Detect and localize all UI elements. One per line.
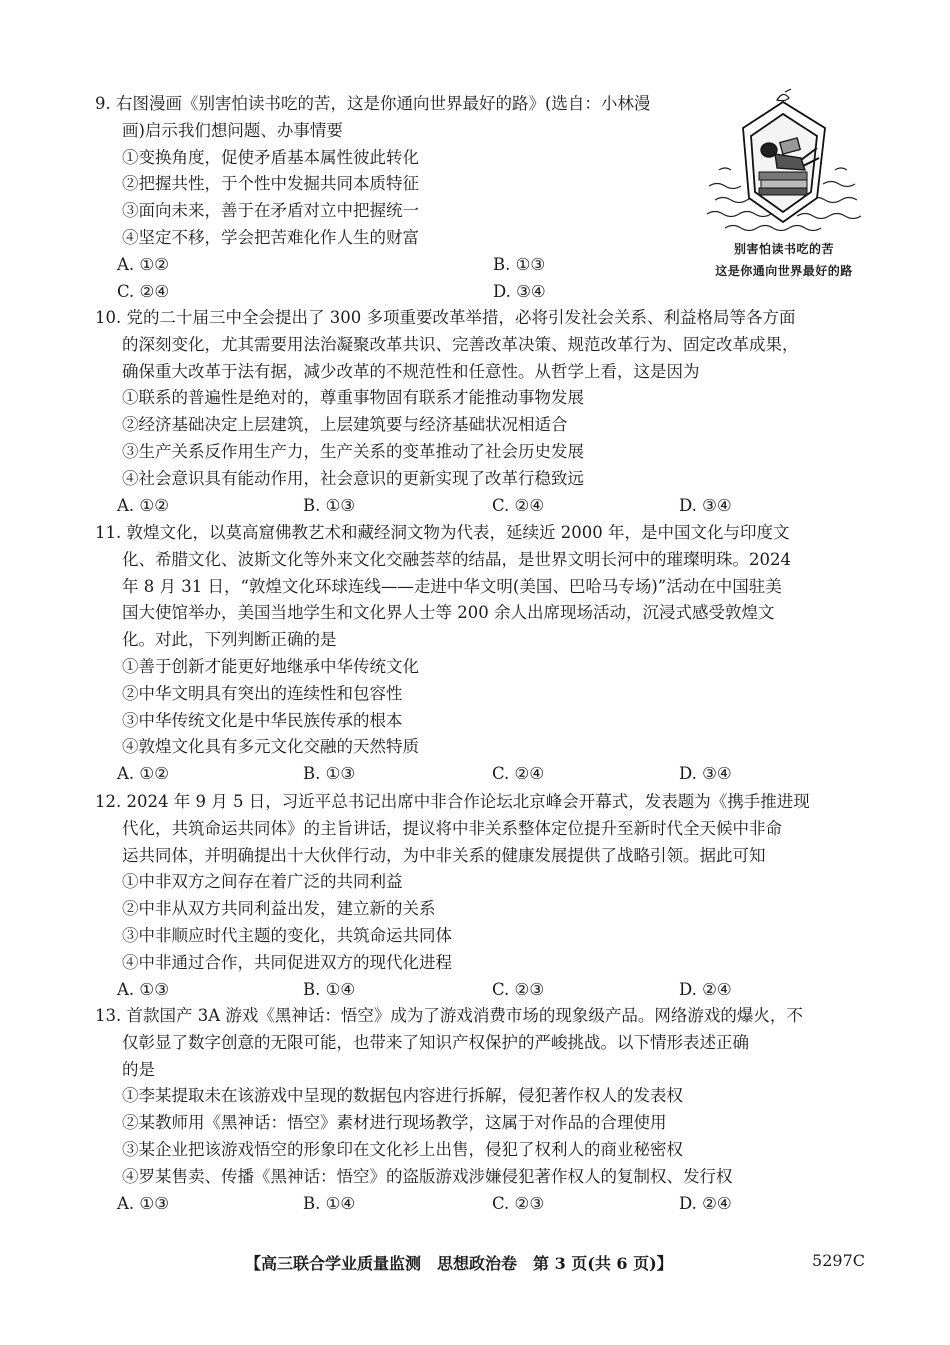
q10-option-2: ②经济基础决定上层建筑，上层建筑要与经济基础状况相适合 xyxy=(122,415,568,435)
q9-choice-c: C. ②④ xyxy=(117,281,170,301)
q10-option-3: ③生产关系反作用生产力，生产关系的变革推动了社会历史发展 xyxy=(122,441,584,461)
q12-choice-a: A. ①③ xyxy=(117,979,169,999)
q11-choices-row xyxy=(95,761,865,788)
q13-stem-line-3: 的是 xyxy=(122,1059,155,1079)
q12-option-3: ③中非顺应时代主题的变化，共筑命运共同体 xyxy=(122,925,452,945)
q11-stem-line-5: 化。对此，下列判断正确的是 xyxy=(122,630,337,650)
footer-paper-code: 5297C xyxy=(812,1251,865,1270)
q12-option-4: ④中非通过合作，共同促进双方的现代化进程 xyxy=(122,952,452,972)
q11-choice-a: A. ①② xyxy=(117,764,169,784)
q11-stem-line-2: 化、希腊文化、波斯文化等外来文化交融荟萃的结晶，是世界文明长河中的璀璨明珠。2024 xyxy=(122,549,791,569)
q10-option-1: ①联系的普遍性是绝对的，尊重事物固有联系才能推动事物发展 xyxy=(122,388,584,408)
cartoon-caption-line-1: 别害怕读书吃的苦 xyxy=(733,242,834,256)
q13-choice-d: D. ②④ xyxy=(679,1193,732,1213)
boat-cartoon-image xyxy=(705,88,863,238)
books-drawing xyxy=(759,172,807,195)
bird-drawing xyxy=(777,89,791,101)
question-12 xyxy=(95,789,865,1003)
question-9 xyxy=(95,91,715,305)
q12-stem-line-2: 代化，共筑命运共同体》的主旨讲话，提议将中非关系整体定位提升至新时代全天候中非命 xyxy=(122,818,782,838)
q13-choices-row xyxy=(95,1191,865,1218)
q9-option-4: ④坚定不移，学会把苦难化作人生的财富 xyxy=(122,227,419,247)
q12-choice-b: B. ①④ xyxy=(303,979,356,999)
q13-choice-c: C. ②③ xyxy=(492,1193,545,1213)
q13-choice-a: A. ①③ xyxy=(117,1193,169,1213)
q9-choice-b: B. ①③ xyxy=(493,254,546,274)
q13-stem-line-2: 仅彰显了数字创意的无限可能，也带来了知识产权保护的严峻挑战。以下情形表述正确 xyxy=(122,1032,749,1052)
q9-choices-row-2 xyxy=(95,279,715,306)
q9-option-2: ②把握共性，于个性中发掘共同本质特征 xyxy=(122,174,419,194)
q9-choices-row-1 xyxy=(95,252,715,279)
q9-option-1: ①变换角度，促使矛盾基本属性彼此转化 xyxy=(122,147,419,167)
q11-option-2: ②中华文明具有突出的连续性和包容性 xyxy=(122,683,403,703)
page-footer xyxy=(95,1251,865,1277)
q11-choice-d: D. ③④ xyxy=(679,764,732,784)
q11-option-1: ①善于创新才能更好地继承中华传统文化 xyxy=(122,656,419,676)
q10-choice-c: C. ②④ xyxy=(492,495,545,515)
q9-choice-a: A. ①② xyxy=(117,254,169,274)
q10-stem-line-3: 确保重大改革于法有据，减少改革的不规范性和任意性。从哲学上看，这是因为 xyxy=(122,361,700,381)
q10-choices-row xyxy=(95,493,865,520)
q11-stem-line-3: 年 8 月 31 日，“敦煌文化环球连线——走进中华文明(美国、巴哈马专场)”活动在中国驻美 xyxy=(122,576,782,596)
q11-option-3: ③中华传统文化是中华民族传承的根本 xyxy=(122,710,403,730)
question-13 xyxy=(95,1003,865,1217)
q13-option-2: ②某教师用《黑神话：悟空》素材进行现场教学，这属于对作品的合理使用 xyxy=(122,1113,667,1133)
question-10 xyxy=(95,305,865,519)
q9-option-3: ③面向未来，善于在矛盾对立中把握统一 xyxy=(122,201,419,221)
cartoon-caption-line-2: 这是你通向世界最好的路 xyxy=(715,264,853,278)
q13-option-1: ①李某提取未在该游戏中呈现的数据包内容进行拆解，侵犯著作权人的发表权 xyxy=(122,1086,683,1106)
q11-choice-c: C. ②④ xyxy=(492,764,545,784)
q10-stem-line-1: 10. 党的二十届三中全会提出了 300 多项重要改革举措，必将引发社会关系、利益格局等各方面 xyxy=(95,308,796,327)
q13-stem-line-1: 13. 首款国产 3A 游戏《黑神话：悟空》成为了游戏消费市场的现象级产品。网络游戏的爆火，不 xyxy=(95,1006,803,1025)
footer-exam-info: 【高三联合学业质量监测 思想政治卷 第 3 页(共 6 页)】 xyxy=(245,1254,673,1273)
q10-stem-line-2: 的深刻变化，尤其需要用法治凝聚改革共识、完善改革决策、规范改革行为、固定改革成果， xyxy=(122,334,799,354)
cartoon-illustration xyxy=(705,88,863,280)
q11-choice-b: B. ①③ xyxy=(303,764,356,784)
q13-option-3: ③某企业把该游戏悟空的形象印在文化衫上出售，侵犯了权利人的商业秘密权 xyxy=(122,1139,683,1159)
question-11 xyxy=(95,520,865,788)
q12-option-2: ②中非从双方共同利益出发，建立新的关系 xyxy=(122,899,436,919)
q12-choices-row xyxy=(95,977,865,1004)
q12-choice-c: C. ②③ xyxy=(492,979,545,999)
q12-option-1: ①中非双方之间存在着广泛的共同利益 xyxy=(122,872,403,892)
q10-option-4: ④社会意识具有能动作用，社会意识的更新实现了改革行稳致远 xyxy=(122,468,584,488)
q10-choice-a: A. ①② xyxy=(117,495,169,515)
q9-stem-line-1: 9. 右图漫画《别害怕读书吃的苦，这是你通向世界最好的路》(选自：小林漫 xyxy=(95,94,651,113)
q9-stem-line-2: 画)启示我们想问题、办事情要 xyxy=(122,120,343,140)
q11-stem-line-1: 11. 敦煌文化，以莫高窟佛教艺术和藏经洞文物为代表，延续近 2000 年，是中国文化与印度文 xyxy=(95,523,790,542)
q13-option-4: ④罗某售卖、传播《黑神话：悟空》的盗版游戏涉嫌侵犯著作权人的复制权、发行权 xyxy=(122,1166,733,1186)
q12-choice-d: D. ②④ xyxy=(679,979,732,999)
q10-choice-d: D. ③④ xyxy=(679,495,732,515)
q12-stem-line-3: 运共同体，并明确提出十大伙伴行动，为中非关系的健康发展提供了战略引领。据此可知 xyxy=(122,845,766,865)
q10-choice-b: B. ①③ xyxy=(303,495,356,515)
q11-option-4: ④敦煌文化具有多元文化交融的天然特质 xyxy=(122,737,419,757)
q9-choice-d: D. ③④ xyxy=(493,281,546,301)
q13-choice-b: B. ①④ xyxy=(303,1193,356,1213)
q12-stem-line-1: 12. 2024 年 9 月 5 日，习近平总书记出席中非合作论坛北京峰会开幕式，发表题为《携手推进现 xyxy=(95,792,810,811)
q11-stem-line-4: 国大使馆举办，美国当地学生和文化界人士等 200 余人出席现场活动，沉浸式感受敦煌文 xyxy=(122,603,775,623)
